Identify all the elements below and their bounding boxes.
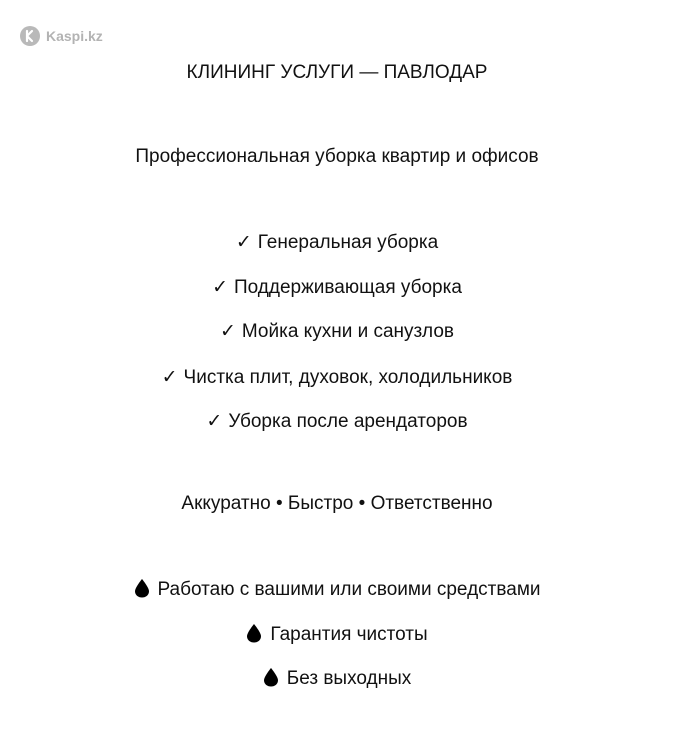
feature-item-guarantee xyxy=(0,624,674,646)
feature-label: Без выходных xyxy=(286,668,412,689)
check-icon: ✓ xyxy=(206,411,223,432)
check-icon: ✓ xyxy=(235,232,252,253)
feature-label: Гарантия чистоты xyxy=(270,624,428,645)
page-title: КЛИНИНГ УСЛУГИ — ПАВЛОДАР xyxy=(186,62,488,83)
feature-item-no-days-off xyxy=(0,668,674,690)
kaspi-logo-icon xyxy=(20,26,40,46)
drop-icon xyxy=(246,623,262,643)
kaspi-watermark xyxy=(20,26,103,46)
service-item-maintenance xyxy=(0,276,674,299)
watermark-text: Kaspi.kz xyxy=(46,28,103,44)
service-label: Генеральная уборка xyxy=(257,232,439,253)
check-icon: ✓ xyxy=(219,321,236,342)
service-label: Чистка плит, духовок, холодильников xyxy=(183,367,513,388)
feature-item-supplies xyxy=(0,579,674,601)
drop-icon xyxy=(134,578,150,598)
service-label: Уборка после арендаторов xyxy=(228,411,468,432)
service-label: Мойка кухни и санузлов xyxy=(241,321,455,342)
service-item-appliances xyxy=(0,366,674,389)
feature-label: Работаю с вашими или своими средствами xyxy=(157,579,541,600)
check-icon: ✓ xyxy=(161,367,178,388)
service-label: Поддерживающая уборка xyxy=(233,277,462,298)
service-item-general xyxy=(0,231,674,254)
service-item-kitchen xyxy=(0,320,674,343)
service-item-after-tenants xyxy=(0,410,674,433)
drop-icon xyxy=(263,667,279,687)
tagline: Аккуратно • Быстро • Ответственно xyxy=(181,493,493,514)
subtitle: Профессиональная уборка квартир и офисов xyxy=(135,146,539,167)
check-icon: ✓ xyxy=(212,277,228,298)
